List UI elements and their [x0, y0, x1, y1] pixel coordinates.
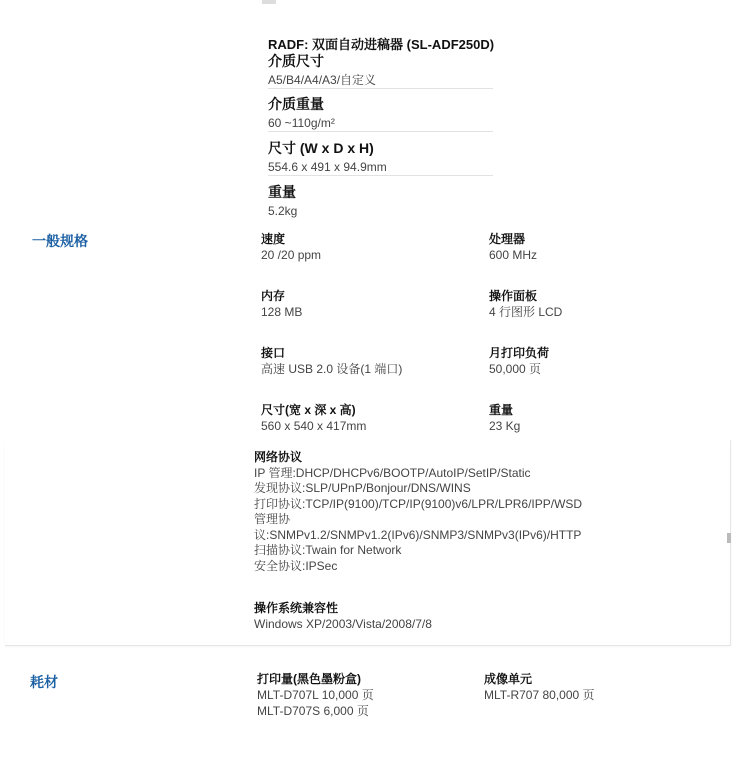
consumable-toner — [257, 671, 374, 719]
os-label: 操作系统兼容性 — [254, 601, 339, 615]
adf-dimensions — [268, 139, 493, 176]
spec-weight-value: 23 Kg — [489, 419, 521, 433]
adf-media-weight-label: 介质重量 — [268, 96, 324, 112]
spec-duty-cycle — [489, 345, 549, 377]
toner-value-1: MLT-D707L 10,000 页 — [257, 688, 374, 702]
section-label-consumables: 耗材 — [30, 674, 58, 690]
spec-speed-value: 20 /20 ppm — [261, 248, 322, 262]
spec-interface-value: 高速 USB 2.0 设备(1 端口) — [261, 362, 403, 376]
imaging-label: 成像单元 — [484, 672, 533, 686]
spec-weight — [489, 402, 520, 434]
network-line-discovery: 发现协议:SLP/UPnP/Bonjour/DNS/WINS — [254, 481, 471, 495]
adf-weight-value: 5.2kg — [268, 204, 298, 218]
spec-memory — [261, 288, 302, 320]
adf-weight-label: 重量 — [268, 184, 296, 200]
network-label: 网络协议 — [254, 450, 303, 464]
network-line-management-1: 管理协 — [254, 512, 291, 526]
adf-media-size — [268, 52, 493, 89]
spec-control-panel — [489, 288, 562, 320]
network-line-management-2: 议:SNMPv1.2/SNMPv1.2(IPv6)/SNMP3/SNMPv3(IPv6)/HTTP — [254, 527, 582, 542]
spec-dimensions-value: 560 x 540 x 417mm — [261, 419, 367, 433]
imaging-value: MLT-R707 80,000 页 — [484, 688, 595, 702]
top-fragment — [262, 0, 276, 4]
spec-memory-value: 128 MB — [261, 305, 303, 319]
spec-control-panel-value: 4 行图形 LCD — [489, 305, 563, 319]
spec-interface-label: 接口 — [261, 346, 286, 360]
spec-interface — [261, 345, 402, 377]
spec-control-panel-label: 操作面板 — [489, 289, 538, 303]
network-line-print: 打印协议:TCP/IP(9100)/TCP/IP(9100)v6/LPR/LPR6/IPP/WSD — [254, 496, 583, 511]
spec-processor — [489, 231, 537, 263]
toner-label: 打印量(黑色墨粉盒) — [257, 672, 361, 686]
network-line-scan: 扫描协议:Twain for Network — [254, 543, 402, 557]
spec-memory-label: 内存 — [261, 289, 286, 303]
adf-media-weight-value: 60 ~110g/m² — [268, 116, 335, 130]
spec-speed — [261, 231, 321, 263]
spec-speed-label: 速度 — [261, 232, 286, 246]
network-line-security: 安全协议:IPSec — [254, 558, 338, 573]
spec-weight-label: 重量 — [489, 403, 514, 417]
network-line-ip: IP 管理:DHCP/DHCPv6/BOOTP/AutoIP/SetIP/Static — [254, 465, 531, 480]
adf-dimensions-label: 尺寸 (W x D x H) — [268, 140, 374, 156]
adf-title: RADF: 双面自动进稿器 (SL-ADF250D) — [268, 37, 495, 52]
network-protocols — [254, 450, 582, 574]
adf-weight — [268, 183, 493, 219]
spec-processor-label: 处理器 — [489, 232, 526, 246]
consumable-imaging-unit — [484, 671, 595, 703]
adf-media-weight — [268, 95, 493, 132]
os-compatibility — [254, 600, 432, 632]
toner-value-2: MLT-D707S 6,000 页 — [257, 704, 369, 718]
spec-duty-cycle-value: 50,000 页 — [489, 362, 542, 376]
spec-dimensions — [261, 402, 366, 434]
spec-duty-cycle-label: 月打印负荷 — [489, 346, 550, 360]
adf-media-size-value: A5/B4/A4/A3/自定义 — [268, 73, 377, 87]
spec-processor-value: 600 MHz — [489, 248, 538, 262]
spec-dimensions-label: 尺寸(宽 x 深 x 高) — [261, 403, 356, 417]
os-value: Windows XP/2003/Vista/2008/7/8 — [254, 617, 432, 631]
adf-dimensions-value: 554.6 x 491 x 94.9mm — [268, 160, 387, 174]
section-label-general: 一般规格 — [32, 233, 88, 249]
adf-media-size-label: 介质尺寸 — [268, 53, 324, 69]
scroll-indicator — [727, 533, 731, 543]
